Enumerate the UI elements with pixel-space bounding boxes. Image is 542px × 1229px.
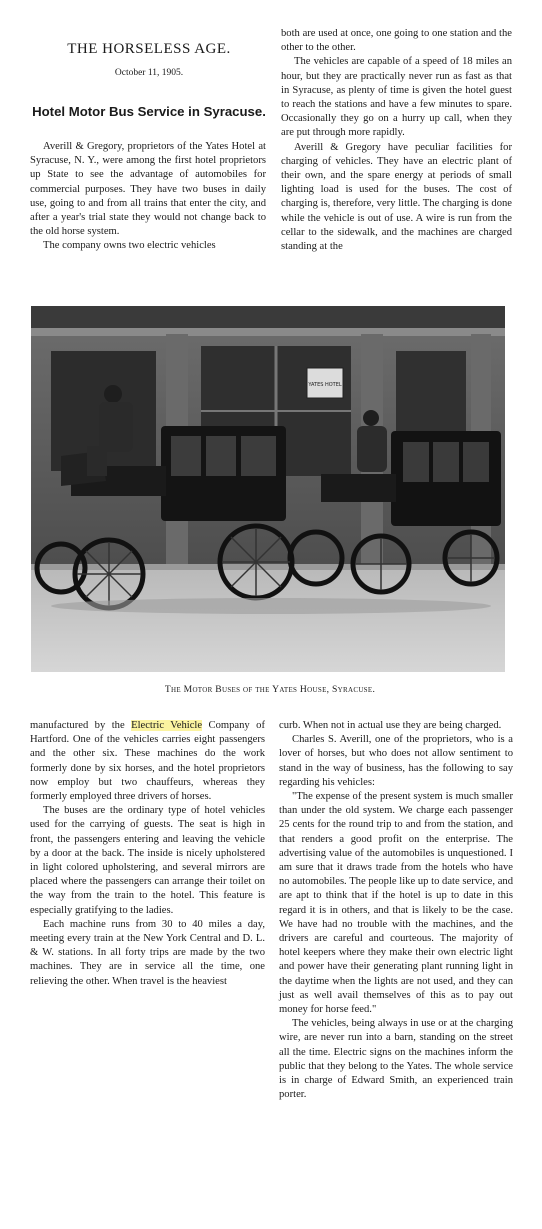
bottom-left-column — [30, 719, 265, 989]
bottom-right-column — [279, 719, 513, 1102]
paragraph: Averill & Gregory have peculiar facilities for charging of vehicles. They have an electric plant of their own, and the spare energy at periods of small lighting load is used for the buses. The cost of charging is, therefore, very little. The charging is done while the vehicle is out of use. A wire is run from the cellar to the sidewalk, and the machines are charged standing at the — [281, 141, 512, 253]
highlighted-text[interactable]: Electric Vehicle — [131, 720, 203, 731]
issue-date: October 11, 1905. — [114, 68, 184, 78]
paragraph: curb. When not in actual use they are being charged. — [279, 720, 502, 731]
paragraph: Averill & Gregory, proprietors of the Yates Hotel at Syracuse, N. Y., were among the first hotel proprietors up State to see the advantage of automobiles for commercial purposes. They have two buses in daily use, going to and from all trains that enter the city, and after a year's trial state they would not change back to the old horse system. — [30, 141, 266, 238]
text-run: Company of Hartford. One of the vehicles carries eight passengers and the other six. These machines do the work formerly done by six horses, and the hotel proprietors now employ but two chauffeurs, whereas they formerly employed three drivers of horses. — [30, 720, 265, 803]
top-right-column — [281, 27, 512, 254]
top-left-column — [30, 140, 266, 254]
journal-title: THE HORSELESS AGE. — [67, 41, 231, 57]
motor-buses-photo — [31, 306, 505, 672]
hotel-sign: YATES HOTEL — [308, 382, 342, 388]
article-title: Hotel Motor Bus Service in Syracuse. — [32, 104, 266, 119]
paragraph: The vehicles, being always in use or at the charging wire, are never run into a barn, standing on the street all the time. Electric signs on the machines inform the public that they belong to the Yates. The whole service is in charge of Edward Smith, an experienced train porter. — [279, 1018, 513, 1101]
paragraph: "The expense of the present system is much smaller than under the old system. We charge each passenger 25 cents for the round trip to and from the station, and that renders a good profit on the enterprise. The advertising value of the automobiles is unquestioned. I am sure that it draws trade from the hotels who have no automobiles. The people like up to date service, and are apt to think that if the hotel is up to date in this regard it is in others, and that is likely to be the case. We have had no trouble with the machines, and the drivers are careful and courteous. The majority of hotel keepers where they make their own electric light and power have their generating plant running light in the daytime when the lights are not used, and they can just as well avail themselves of this as to pay out money for horse feed." — [279, 791, 513, 1016]
paragraph: The vehicles are capable of a speed of 18 miles an hour, but they are practically never run as fast as that in Syracuse, as plenty of time is given the hotel guest to reach the stations and have a few minutes to spare. Occasionally they go on a hurry up call, when they are put through more rapidly. — [281, 56, 512, 139]
paragraph: The company owns two electric vehicles — [43, 240, 216, 252]
paragraph: both are used at once, one going to one station and the other to the other. — [281, 28, 512, 54]
paragraph: The buses are the ordinary type of hotel vehicles used for the carrying of guests. The seat is high in front, the passengers entering and leaving the vehicle by a door at the back. The inside is nicely upholstered in light colored upholstering, and several mirrors are placed where the passengers can arrange their toilet on the way from the train to the hotel. This feature is especially gratifying to the ladies. — [30, 805, 265, 916]
photo-caption: The Motor Buses of the Yates House, Syracuse. — [164, 684, 376, 695]
paragraph: Charles S. Averill, one of the proprietors, who is a lover of horses, but who does not allow sentiment to stand in the way of business, has the following to say regarding his vehicles: — [279, 734, 513, 788]
text-run: manufactured by the — [30, 720, 132, 731]
paragraph — [30, 719, 265, 804]
paragraph: Each machine runs from 30 to 40 miles a day, meeting every train at the New York Central and D. L. & W. stations. In all forty trips are made by the two machines. They are in service all the time, one relieving the other. When travel is the heaviest — [30, 918, 265, 987]
